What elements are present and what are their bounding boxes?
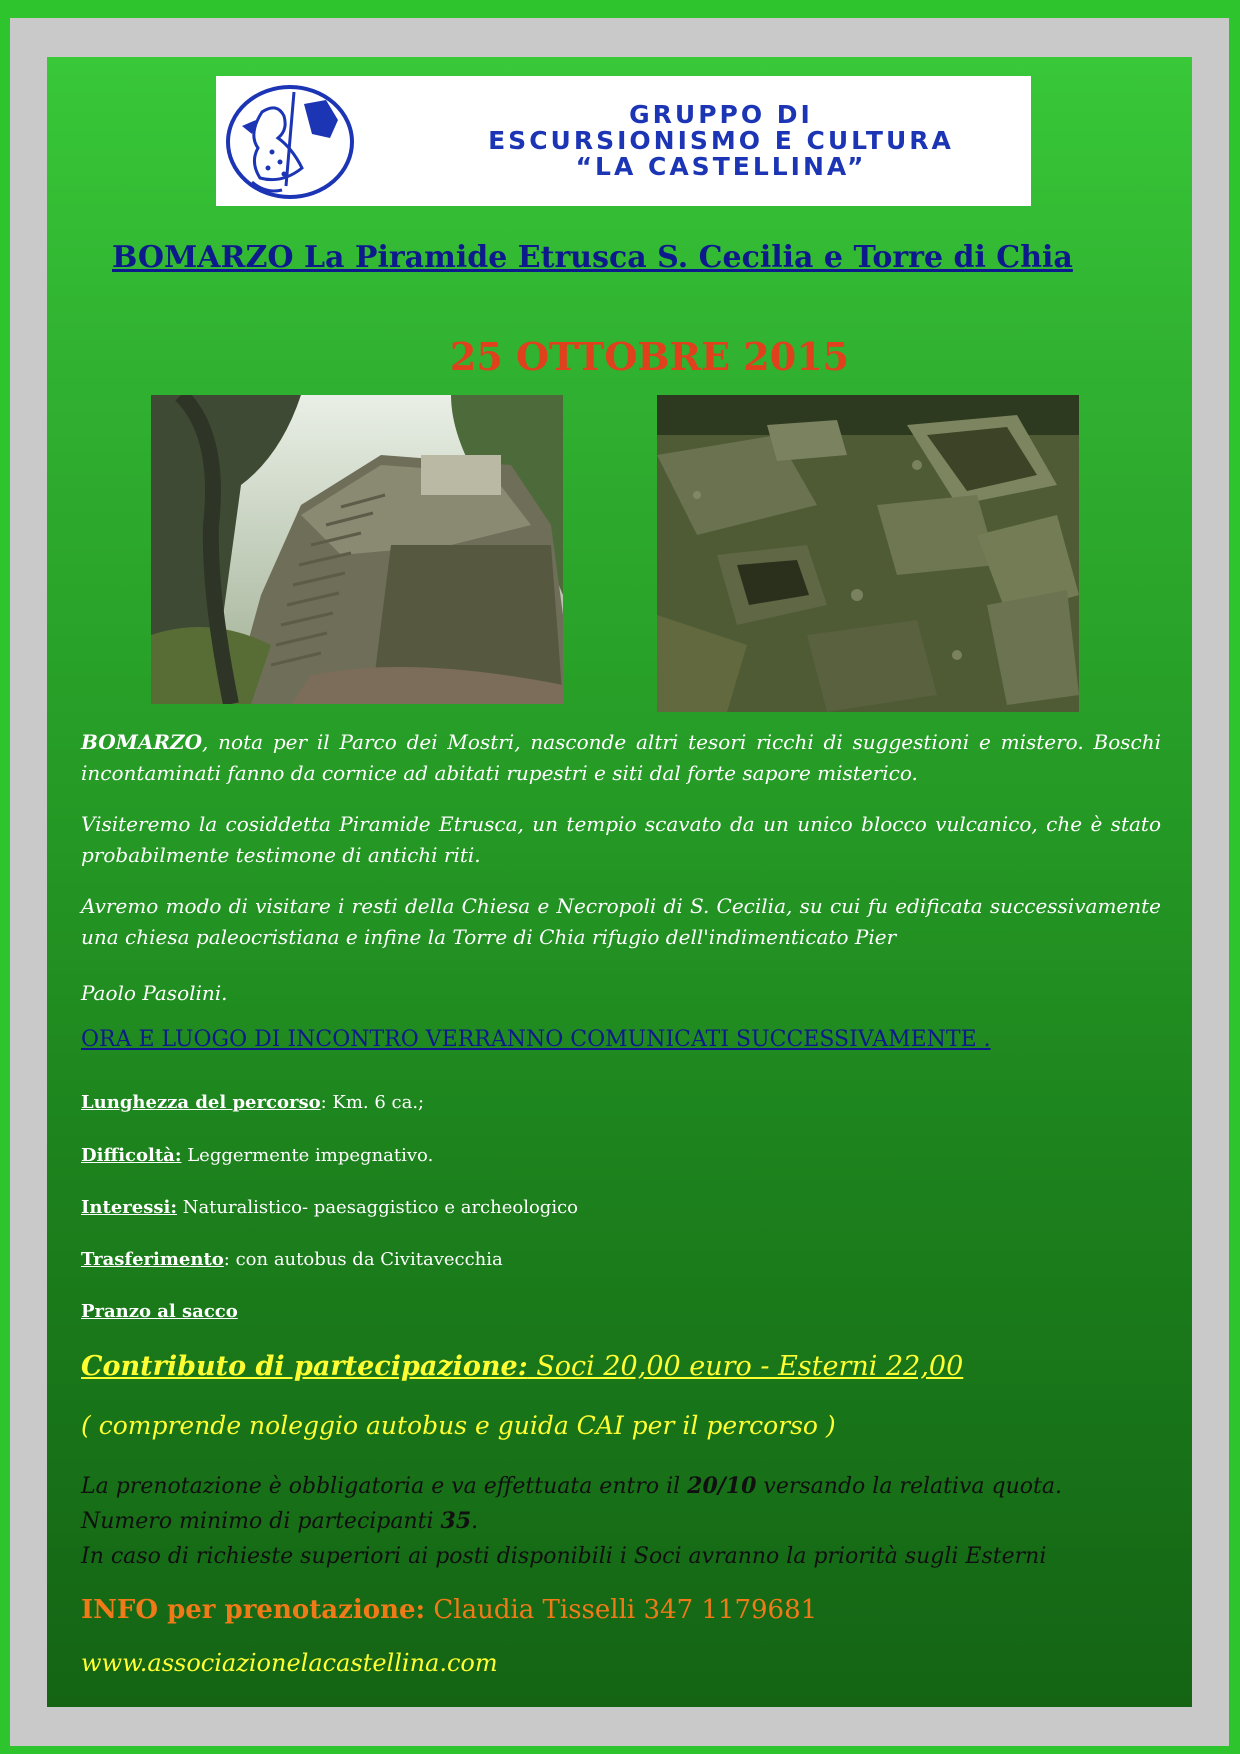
logo-line-1: GRUPPO DI: [629, 100, 813, 129]
photo-necropolis-ruins: [657, 395, 1079, 712]
detail-difficulty: [81, 1145, 433, 1166]
detail-sep: :: [320, 1092, 327, 1113]
booking-text: La prenotazione è obbligatoria e va effettuata entro il: [81, 1474, 688, 1499]
detail-value: Leggermente impegnativo.: [181, 1145, 434, 1166]
logo-text: [416, 102, 1026, 180]
pasolini-line: Paolo Pasolini.: [81, 981, 228, 1005]
pyramid-paragraph: Visiteremo la cosiddetta Piramide Etrusca, un tempio scavato da un unico blocco vulcanico, che è stato probabilmente testimone di antichi riti.: [81, 812, 1161, 867]
detail-label: Difficoltà:: [81, 1145, 182, 1166]
detail-label: Trasferimento: [81, 1249, 224, 1270]
detail-length: [81, 1092, 424, 1113]
detail-transfer: [81, 1249, 503, 1270]
contribution-label: Contributo di partecipazione:: [81, 1351, 528, 1382]
contribution-value: Soci 20,00 euro - Esterni 22,00: [527, 1351, 964, 1382]
poster: [47, 57, 1192, 1707]
event-title: BOMARZO La Piramide Etrusca S. Cecilia e Torre di Chia: [112, 240, 1073, 275]
detail-value: Naturalistico- paesaggistico e archeologico: [176, 1197, 579, 1218]
detail-value: Km. 6 ca.;: [326, 1092, 425, 1113]
hiker-emblem-icon: [222, 82, 362, 202]
booking-line-1: [81, 1469, 1062, 1504]
contribution-line: [81, 1351, 963, 1382]
booking-line-2: [81, 1504, 1062, 1539]
booking-text: Numero minimo di partecipanti: [81, 1509, 441, 1534]
detail-label: Interessi:: [81, 1197, 177, 1218]
info-contact: [81, 1595, 817, 1625]
booking-min-participants: 35: [440, 1508, 472, 1534]
event-date: 25 OTTOBRE 2015: [449, 334, 850, 379]
detail-sep: :: [223, 1249, 230, 1270]
booking-deadline: 20/10: [687, 1473, 757, 1499]
info-label: INFO per prenotazione:: [81, 1595, 426, 1625]
booking-info: [81, 1469, 1062, 1574]
logo-banner: [216, 76, 1031, 206]
detail-label: Pranzo al sacco: [81, 1301, 238, 1322]
intro-rest: , nota per il Parco dei Mostri, nasconde altri tesori ricchi di suggestioni e mistero. Boschi incontaminati fanno da cornice ad abitati rupestri e siti dal forte sapore misterico.: [81, 730, 1161, 785]
booking-text: .: [471, 1509, 479, 1534]
website-link[interactable]: www.associazionelacastellina.com: [81, 1649, 498, 1677]
logo-line-2: ESCURSIONISMO E CULTURA: [488, 126, 954, 155]
meeting-notice: ORA E LUOGO DI INCONTRO VERRANNO COMUNICATI SUCCESSIVAMENTE .: [81, 1027, 991, 1052]
booking-text: versando la relativa quota.: [756, 1474, 1062, 1499]
logo-line-3: “LA CASTELLINA”: [575, 152, 867, 181]
necropolis-paragraph: Avremo modo di visitare i resti della Chiesa e Necropoli di S. Cecilia, su cui fu edificata successivamente una chiesa paleocristiana e infine la Torre di Chia rifugio dell'indimenticato Pier: [81, 894, 1161, 949]
contribution-includes: ( comprende noleggio autobus e guida CAI per il percorso ): [81, 1411, 836, 1440]
detail-label: Lunghezza del percorso: [81, 1092, 321, 1113]
info-contact-value: Claudia Tisselli 347 1179681: [425, 1595, 818, 1625]
intro-paragraph: [81, 727, 1161, 789]
detail-interests: [81, 1197, 578, 1218]
intro-lead: BOMARZO: [81, 730, 202, 754]
detail-value: con autobus da Civitavecchia: [229, 1249, 503, 1270]
photo-etruscan-pyramid: [151, 395, 563, 704]
booking-line-3: In caso di richieste superiori ai posti disponibili i Soci avranno la priorità sugli Esterni: [81, 1544, 1047, 1569]
detail-lunch: [81, 1301, 238, 1322]
